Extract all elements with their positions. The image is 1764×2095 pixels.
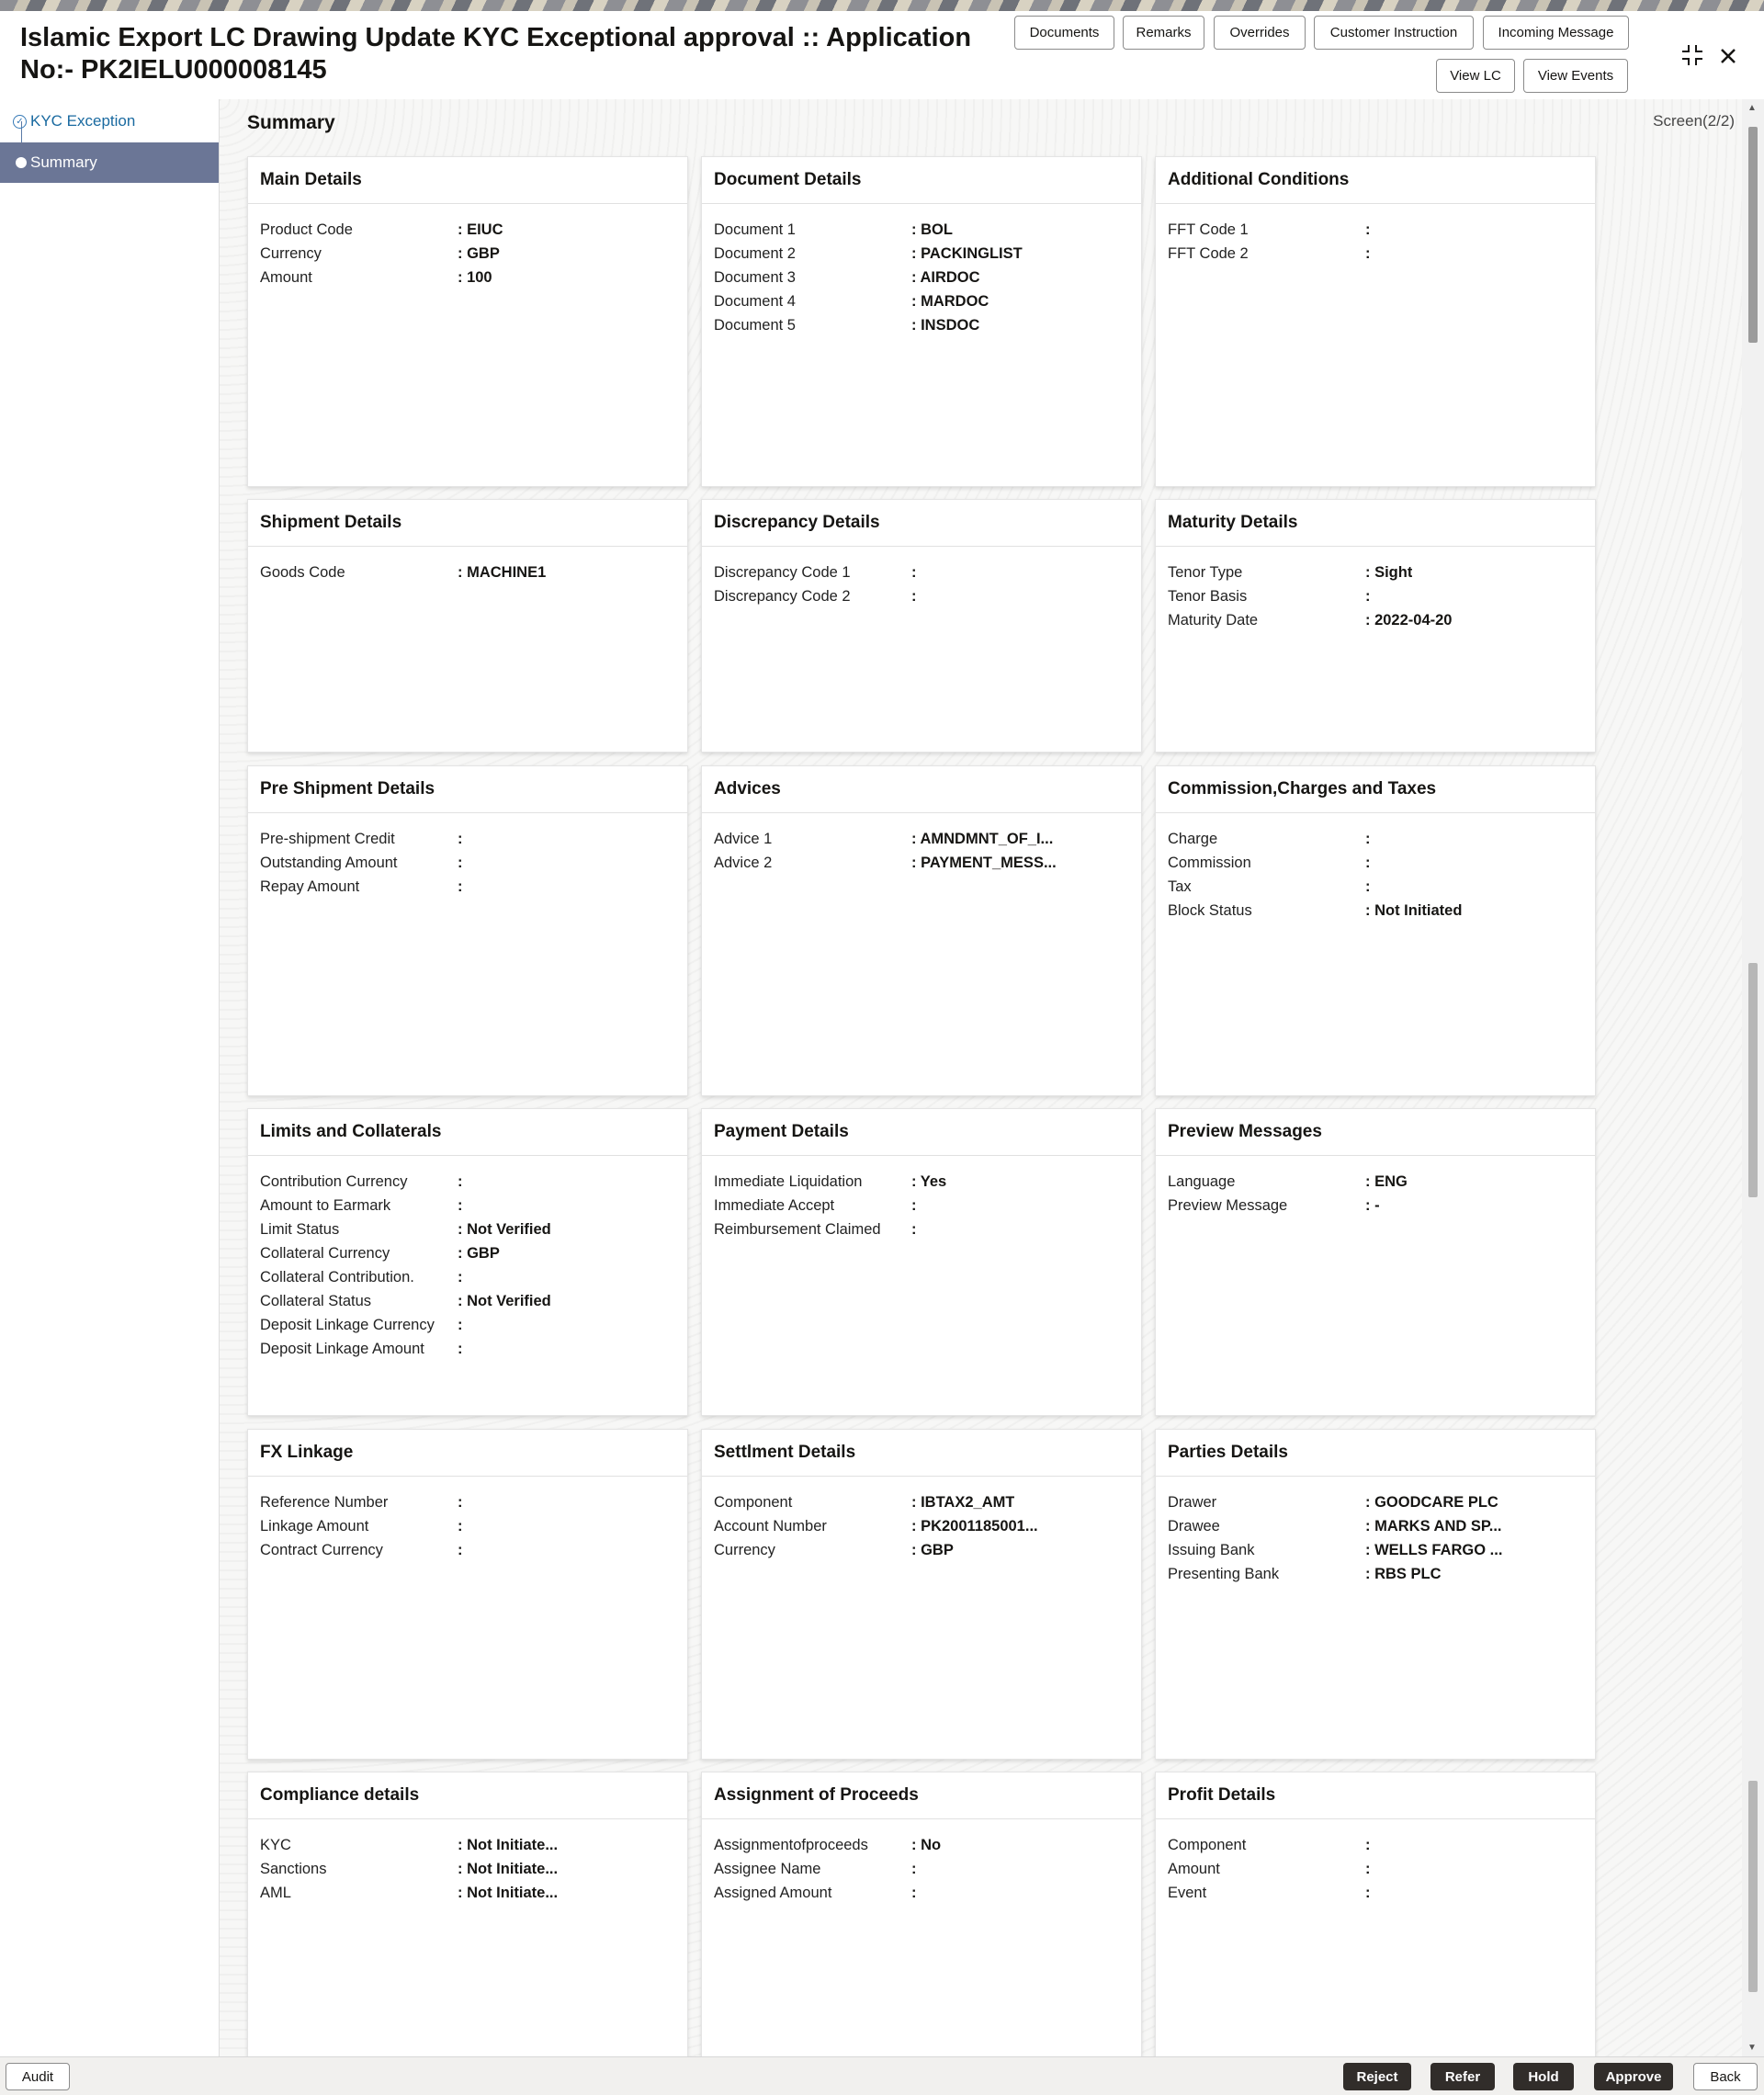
field-row	[248, 1194, 687, 1217]
card-fields	[1156, 547, 1595, 632]
field-row	[1156, 584, 1595, 608]
collapse-icon[interactable]	[1680, 42, 1704, 72]
field-value: : 100	[458, 268, 492, 286]
field-value: :	[458, 1268, 463, 1285]
field-value: : EIUC	[458, 221, 503, 238]
field-label: Deposit Linkage Amount	[260, 1340, 424, 1357]
field-row	[702, 584, 1141, 608]
field-row	[702, 851, 1141, 875]
field-row	[1156, 218, 1595, 242]
remarks-button[interactable]: Remarks	[1123, 16, 1204, 50]
field-label: Advice 2	[714, 854, 773, 871]
card-title: Compliance details	[248, 1772, 687, 1819]
field-label: Linkage Amount	[260, 1517, 369, 1534]
field-label: Sanctions	[260, 1860, 327, 1877]
field-value: : PK2001185001...	[911, 1517, 1038, 1534]
field-label: Tenor Type	[1168, 563, 1243, 581]
field-value: :	[458, 1340, 463, 1357]
section-title: Summary	[247, 112, 335, 133]
field-row	[702, 1217, 1141, 1241]
field-label: Limit Status	[260, 1220, 340, 1238]
card-title: Advices	[702, 766, 1141, 813]
field-label: Discrepancy Code 1	[714, 563, 851, 581]
field-label: Component	[1168, 1836, 1247, 1853]
card-fields	[1156, 1156, 1595, 1217]
field-label: Repay Amount	[260, 878, 360, 895]
field-value: :	[458, 854, 463, 871]
field-row	[702, 827, 1141, 851]
card-title: FX Linkage	[248, 1430, 687, 1477]
card-fields	[702, 813, 1141, 875]
field-value: : -	[1365, 1196, 1380, 1214]
field-label: Block Status	[1168, 901, 1252, 919]
field-label: Document 4	[714, 292, 796, 310]
sidebar-item-summary[interactable]	[0, 142, 219, 183]
card-title: Preview Messages	[1156, 1109, 1595, 1156]
field-value: :	[458, 830, 463, 847]
field-row	[248, 1337, 687, 1361]
discrepancy-details-card	[701, 499, 1142, 753]
field-row	[248, 561, 687, 584]
field-row	[1156, 1170, 1595, 1194]
check-icon: ✓	[13, 115, 27, 129]
field-row	[248, 1241, 687, 1265]
compliance-details-card	[247, 1772, 688, 2066]
sidebar-item-label: KYC Exception	[30, 112, 136, 130]
view-lc-button[interactable]: View LC	[1436, 59, 1515, 93]
action-footer	[0, 2056, 1764, 2095]
summary-panel	[220, 99, 1742, 2056]
field-value: :	[1365, 244, 1371, 262]
field-row	[702, 1833, 1141, 1857]
field-label: Product Code	[260, 221, 353, 238]
field-value: : IBTAX2_AMT	[911, 1493, 1015, 1511]
scrollbar-track-segment	[1748, 1781, 1758, 1992]
profit-details-card	[1155, 1772, 1596, 2066]
field-row	[1156, 561, 1595, 584]
field-label: Document 2	[714, 244, 796, 262]
page-title: Islamic Export LC Drawing Update KYC Exceptional approval :: Application No:- PK2IELU000008145	[20, 23, 972, 85]
field-value: : ENG	[1365, 1172, 1408, 1190]
field-label: Goods Code	[260, 563, 345, 581]
card-fields	[248, 1477, 687, 1562]
field-value: :	[1365, 854, 1371, 871]
field-row	[702, 561, 1141, 584]
field-value: : AMNDMNT_OF_I...	[911, 830, 1054, 847]
field-label: Collateral Status	[260, 1292, 372, 1309]
field-value: : GBP	[911, 1541, 954, 1558]
scroll-down-icon[interactable]: ▼	[1747, 2043, 1757, 2053]
field-value: :	[1365, 1836, 1371, 1853]
field-row	[248, 1313, 687, 1337]
card-fields	[248, 1819, 687, 1905]
field-value: : BOL	[911, 221, 953, 238]
field-row	[248, 851, 687, 875]
field-value: : AIRDOC	[911, 268, 980, 286]
field-row	[248, 1217, 687, 1241]
card-fields	[1156, 1477, 1595, 1586]
field-label: Preview Message	[1168, 1196, 1288, 1214]
card-title: Additional Conditions	[1156, 157, 1595, 204]
card-title: Assignment of Proceeds	[702, 1772, 1141, 1819]
field-row	[248, 1857, 687, 1881]
field-row	[1156, 1514, 1595, 1538]
pre-shipment-details-card	[247, 765, 688, 1096]
card-fields	[702, 1156, 1141, 1241]
sidebar-item-kyc-exception[interactable]	[13, 110, 135, 132]
field-label: Currency	[260, 244, 322, 262]
overrides-button[interactable]: Overrides	[1214, 16, 1306, 50]
field-value: :	[458, 878, 463, 895]
field-label: Assignmentofproceeds	[714, 1836, 868, 1853]
fx-linkage-card	[247, 1429, 688, 1760]
card-fields	[702, 204, 1141, 337]
field-value: : 2022-04-20	[1365, 611, 1453, 628]
card-fields	[1156, 813, 1595, 923]
card-title: Discrepancy Details	[702, 500, 1141, 547]
field-label: AML	[260, 1884, 291, 1901]
field-value: :	[458, 1196, 463, 1214]
field-value: : PACKINGLIST	[911, 244, 1023, 262]
field-value: :	[911, 587, 917, 605]
field-label: Issuing Bank	[1168, 1541, 1255, 1558]
field-value: : Not Verified	[458, 1292, 551, 1309]
field-label: Maturity Date	[1168, 611, 1259, 628]
card-title: Payment Details	[702, 1109, 1141, 1156]
field-row	[1156, 899, 1595, 923]
field-row	[1156, 1857, 1595, 1881]
field-label: Immediate Liquidation	[714, 1172, 863, 1190]
field-label: Drawee	[1168, 1517, 1220, 1534]
documents-button[interactable]: Documents	[1014, 16, 1114, 50]
vertical-scrollbar[interactable]	[1742, 99, 1764, 2056]
refer-button[interactable]: Refer	[1430, 2063, 1495, 2090]
field-value: :	[1365, 878, 1371, 895]
field-value: : WELLS FARGO ...	[1365, 1541, 1503, 1558]
card-title: Maturity Details	[1156, 500, 1595, 547]
field-row	[248, 1538, 687, 1562]
field-value: :	[1365, 221, 1371, 238]
card-fields	[702, 1819, 1141, 1905]
field-label: Document 3	[714, 268, 796, 286]
field-label: Account Number	[714, 1517, 827, 1534]
field-row	[1156, 1490, 1595, 1514]
field-row	[702, 1514, 1141, 1538]
field-value: :	[1365, 830, 1371, 847]
settlement-details-card	[701, 1429, 1142, 1760]
field-value: :	[1365, 587, 1371, 605]
top-decorative-strip	[0, 0, 1764, 11]
limits-collaterals-card	[247, 1108, 688, 1416]
field-value: :	[458, 1541, 463, 1558]
field-row	[248, 218, 687, 242]
field-label: Charge	[1168, 830, 1218, 847]
field-value: :	[458, 1493, 463, 1511]
field-value: : Not Initiate...	[458, 1860, 559, 1877]
maturity-details-card	[1155, 499, 1596, 753]
card-fields	[1156, 204, 1595, 266]
field-label: Currency	[714, 1541, 775, 1558]
field-label: Contribution Currency	[260, 1172, 408, 1190]
field-value: :	[911, 1884, 917, 1901]
field-row	[248, 1170, 687, 1194]
field-row	[702, 1857, 1141, 1881]
field-label: Document 1	[714, 221, 796, 238]
field-row	[248, 827, 687, 851]
field-label: Language	[1168, 1172, 1236, 1190]
card-fields	[248, 813, 687, 899]
field-row	[702, 1881, 1141, 1905]
card-fields	[702, 547, 1141, 608]
field-row	[248, 1514, 687, 1538]
field-row	[1156, 875, 1595, 899]
current-step-icon	[16, 157, 27, 168]
field-row	[1156, 1562, 1595, 1586]
preview-messages-card	[1155, 1108, 1596, 1416]
field-label: Discrepancy Code 2	[714, 587, 851, 605]
field-value: : Not Verified	[458, 1220, 551, 1238]
parties-details-card	[1155, 1429, 1596, 1760]
field-row	[1156, 1881, 1595, 1905]
field-label: Advice 1	[714, 830, 773, 847]
incoming-message-button[interactable]: Incoming Message	[1483, 16, 1629, 50]
field-value: : No	[911, 1836, 942, 1853]
field-label: Immediate Accept	[714, 1196, 835, 1214]
scrollbar-thumb[interactable]	[1748, 127, 1758, 343]
field-row	[702, 313, 1141, 337]
card-title: Limits and Collaterals	[248, 1109, 687, 1156]
train-stop-sidebar	[0, 99, 220, 2056]
field-label: FFT Code 2	[1168, 244, 1249, 262]
field-value: : GBP	[458, 1244, 500, 1262]
card-fields	[248, 1156, 687, 1361]
field-row	[248, 1289, 687, 1313]
field-label: Collateral Contribution.	[260, 1268, 414, 1285]
view-events-button[interactable]: View Events	[1523, 59, 1628, 93]
field-label: Commission	[1168, 854, 1251, 871]
field-row	[702, 1170, 1141, 1194]
field-label: FFT Code 1	[1168, 221, 1249, 238]
field-value: : PAYMENT_MESS...	[911, 854, 1057, 871]
field-label: Event	[1168, 1884, 1207, 1901]
card-fields	[1156, 1819, 1595, 1905]
shipment-details-card	[247, 499, 688, 753]
payment-details-card	[701, 1108, 1142, 1416]
field-row	[248, 1881, 687, 1905]
card-title: Settlment Details	[702, 1430, 1141, 1477]
field-label: Component	[714, 1493, 793, 1511]
field-value: : Yes	[911, 1172, 947, 1190]
field-label: Reference Number	[260, 1493, 389, 1511]
field-value: :	[911, 1860, 917, 1877]
field-value: :	[1365, 1860, 1371, 1877]
field-label: Amount	[260, 268, 312, 286]
field-value: : Not Initiate...	[458, 1884, 559, 1901]
field-value: :	[911, 1220, 917, 1238]
card-fields	[248, 204, 687, 289]
field-row	[1156, 242, 1595, 266]
card-title: Shipment Details	[248, 500, 687, 547]
field-row	[702, 289, 1141, 313]
field-row	[248, 266, 687, 289]
field-value: :	[911, 1196, 917, 1214]
card-title: Profit Details	[1156, 1772, 1595, 1819]
field-label: Reimbursement Claimed	[714, 1220, 881, 1238]
field-row	[248, 242, 687, 266]
field-row	[1156, 1538, 1595, 1562]
customer-instruction-button[interactable]: Customer Instruction	[1314, 16, 1474, 50]
field-row	[248, 1490, 687, 1514]
field-row	[702, 266, 1141, 289]
field-label: Tax	[1168, 878, 1192, 895]
hold-button[interactable]: Hold	[1513, 2063, 1574, 2090]
field-row	[1156, 1833, 1595, 1857]
field-value: :	[911, 563, 917, 581]
field-value: :	[458, 1316, 463, 1333]
field-label: Contract Currency	[260, 1541, 383, 1558]
field-row	[702, 218, 1141, 242]
card-title: Document Details	[702, 157, 1141, 204]
field-row	[248, 875, 687, 899]
field-row	[1156, 827, 1595, 851]
field-label: Assignee Name	[714, 1860, 821, 1877]
card-title: Parties Details	[1156, 1430, 1595, 1477]
field-value: : INSDOC	[911, 316, 980, 334]
field-label: Assigned Amount	[714, 1884, 832, 1901]
field-value: : MACHINE1	[458, 563, 547, 581]
field-row	[702, 242, 1141, 266]
field-value: : MARKS AND SP...	[1365, 1517, 1502, 1534]
field-value: : RBS PLC	[1365, 1565, 1442, 1582]
field-label: Drawer	[1168, 1493, 1217, 1511]
field-label: KYC	[260, 1836, 291, 1853]
field-value: : MARDOC	[911, 292, 989, 310]
assignment-of-proceeds-card	[701, 1772, 1142, 2066]
field-label: Document 5	[714, 316, 796, 334]
field-label: Presenting Bank	[1168, 1565, 1280, 1582]
field-label: Collateral Currency	[260, 1244, 390, 1262]
reject-button[interactable]: Reject	[1343, 2063, 1411, 2090]
card-fields	[702, 1477, 1141, 1562]
app-header	[0, 11, 1764, 100]
audit-button[interactable]: Audit	[6, 2063, 70, 2090]
close-icon-svg	[1717, 45, 1739, 67]
field-label: Amount to Earmark	[260, 1196, 391, 1214]
additional-conditions-card	[1155, 156, 1596, 487]
main-details-card	[247, 156, 688, 487]
field-label: Tenor Basis	[1168, 587, 1248, 605]
field-value: : GBP	[458, 244, 500, 262]
card-title: Pre Shipment Details	[248, 766, 687, 813]
approve-button[interactable]: Approve	[1594, 2063, 1673, 2090]
field-row	[702, 1538, 1141, 1562]
collapse-icon-svg	[1680, 43, 1704, 67]
field-value: : Sight	[1365, 563, 1413, 581]
close-icon[interactable]	[1717, 42, 1739, 72]
field-label: Amount	[1168, 1860, 1220, 1877]
field-row	[248, 1265, 687, 1289]
card-fields	[248, 547, 687, 584]
field-value: : Not Initiate...	[458, 1836, 559, 1853]
field-label: Deposit Linkage Currency	[260, 1316, 435, 1333]
field-row	[702, 1194, 1141, 1217]
screen-indicator: Screen(2/2)	[1653, 112, 1735, 130]
field-label: Pre-shipment Credit	[260, 830, 395, 847]
field-row	[1156, 851, 1595, 875]
card-title: Main Details	[248, 157, 687, 204]
document-details-card	[701, 156, 1142, 487]
advices-card	[701, 765, 1142, 1096]
scrollbar-track-segment	[1748, 963, 1758, 1197]
card-title: Commission,Charges and Taxes	[1156, 766, 1595, 813]
field-value: :	[458, 1517, 463, 1534]
field-value: : Not Initiated	[1365, 901, 1463, 919]
field-label: Outstanding Amount	[260, 854, 398, 871]
field-row	[702, 1490, 1141, 1514]
commission-charges-taxes-card	[1155, 765, 1596, 1096]
field-value: : GOODCARE PLC	[1365, 1493, 1498, 1511]
field-row	[1156, 1194, 1595, 1217]
sidebar-item-label: Summary	[30, 153, 97, 171]
back-button[interactable]: Back	[1693, 2063, 1758, 2090]
field-value: :	[1365, 1884, 1371, 1901]
field-value: :	[458, 1172, 463, 1190]
field-row	[1156, 608, 1595, 632]
field-row	[248, 1833, 687, 1857]
scroll-up-icon[interactable]: ▲	[1747, 103, 1757, 113]
